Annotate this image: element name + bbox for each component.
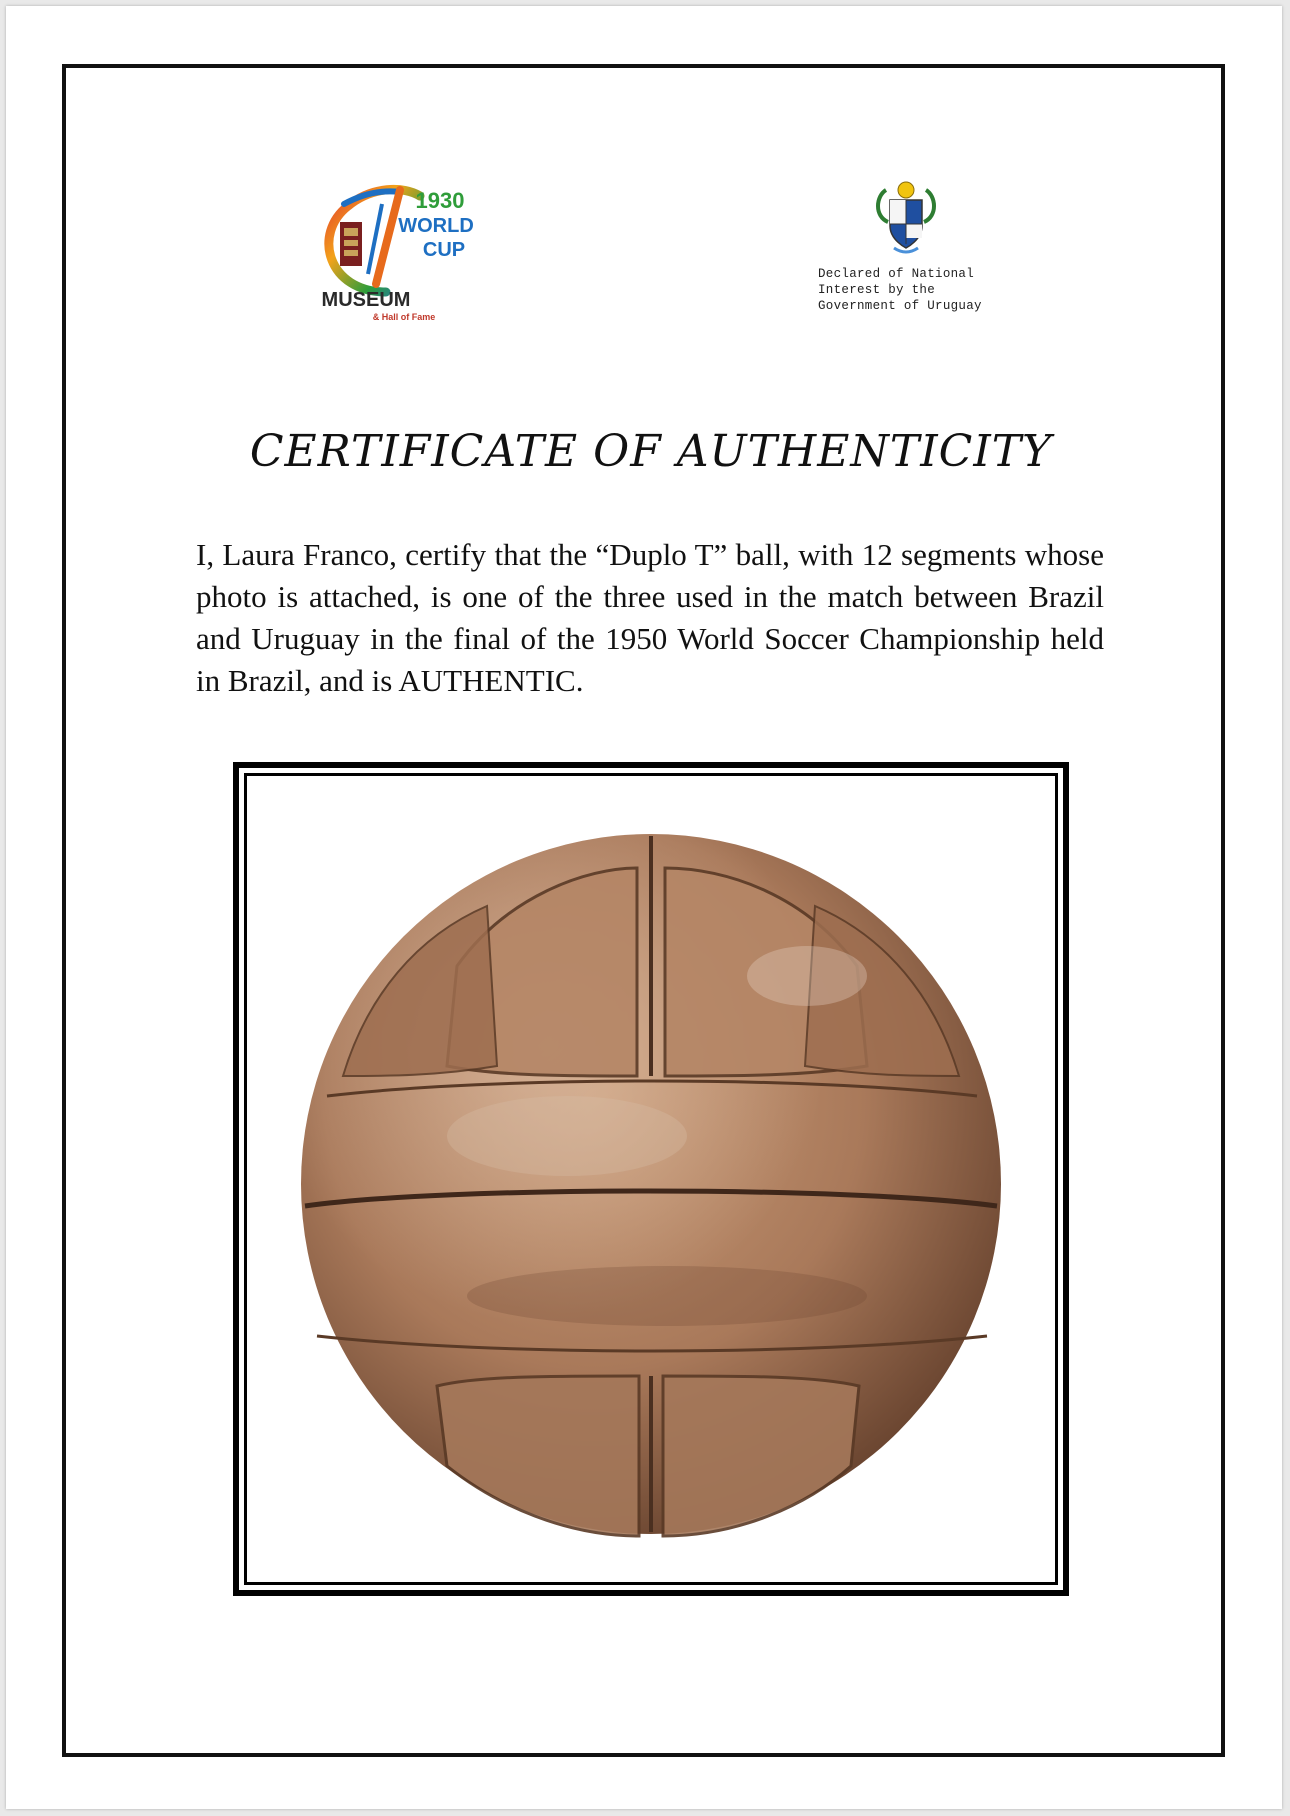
museum-logo-name: MUSEUM (321, 289, 411, 311)
certificate-statement: I, Laura Franco, certify that the “Duplo T” ball, with 12 segments whose photo is attached, is one of the three used in the match between Brazil and Uruguay in the final of the 1950 World Soccer Championship held in Brazil, and is AUTHENTIC. (196, 537, 1104, 698)
government-caption: Declared of National Interest by the Government of Uruguay (818, 267, 982, 313)
certificate-page (6, 6, 1282, 1809)
museum-logo (308, 174, 488, 334)
government-seal (818, 176, 1018, 326)
ball-photo (247, 776, 1055, 1582)
museum-logo-world: WORLD (398, 215, 474, 237)
museum-logo-tagline: & Hall of Fame (372, 312, 436, 322)
photo-frame (233, 762, 1069, 1596)
museum-logo-year: 1930 (415, 188, 465, 213)
coat-of-arms-icon (866, 176, 946, 260)
museum-logo-cup: CUP (422, 239, 466, 261)
certificate-title: CERTIFICATE OF AUTHENTICITY (249, 426, 1053, 477)
